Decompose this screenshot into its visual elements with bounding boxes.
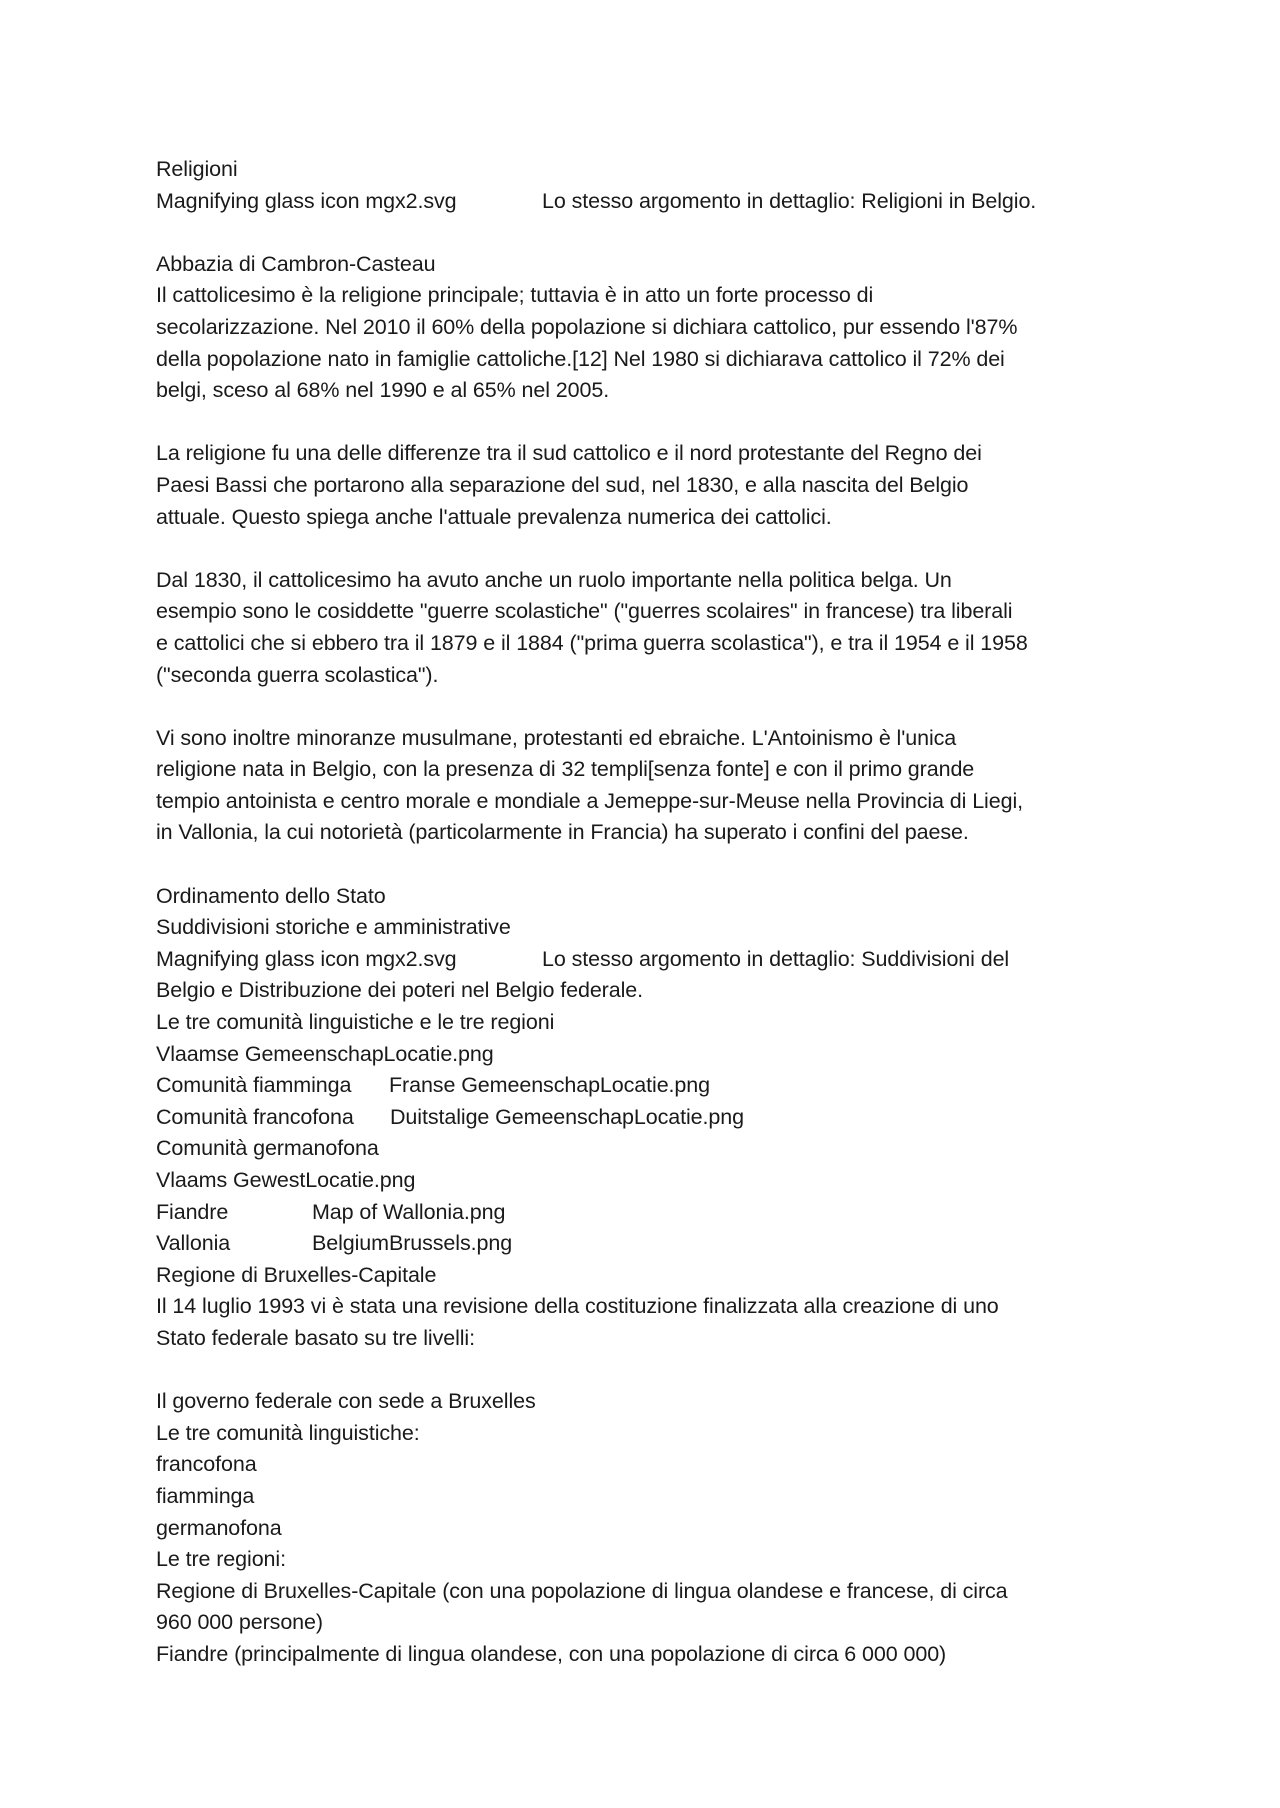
spacer	[156, 849, 1146, 881]
detail-reference-suddivisioni	[156, 944, 1146, 976]
detail-reference-religioni	[156, 186, 1146, 218]
image-caption: Abbazia di Cambron-Casteau	[156, 251, 436, 276]
reference-image-filename: Magnifying glass icon mgx2.svg	[156, 188, 457, 213]
table-cell: Franse GemeenschapLocatie.png	[389, 1073, 710, 1098]
subsection-heading: Suddivisioni storiche e amministrative	[156, 915, 511, 940]
text-line: Paesi Bassi che portarono alla separazione del sud, nel 1830, e alla nascita del Belgio	[156, 472, 969, 497]
table-cell: BelgiumBrussels.png	[312, 1231, 513, 1256]
text-line: della popolazione nato in famiglie cattoliche.[12] Nel 1980 si dichiarava cattolico il 72% dei	[156, 346, 1005, 371]
list-item: Il governo federale con sede a Bruxelles	[156, 1389, 536, 1414]
text-line: La religione fu una delle differenze tra il sud cattolico e il nord protestante del Regno dei	[156, 441, 982, 466]
table-row	[156, 1228, 1146, 1260]
list-item: Regione di Bruxelles-Capitale (con una popolazione di lingua olandese e francese, di circa	[156, 1578, 1008, 1603]
paragraph-minoranze	[156, 723, 1146, 849]
table-cell: Comunità fiamminga	[156, 1073, 352, 1098]
text-line: Il cattolicesimo è la religione principale; tuttavia è in atto un forte processo di	[156, 283, 874, 308]
list-item-continued: 960 000 persone)	[156, 1610, 323, 1635]
list-item: francofona	[156, 1452, 257, 1477]
table-row	[156, 1260, 1146, 1292]
table-row	[156, 1197, 1146, 1229]
spacer	[156, 691, 1146, 723]
spacer	[156, 217, 1146, 249]
list-item: fiamminga	[156, 1483, 255, 1508]
table-cell: Fiandre	[156, 1199, 229, 1224]
table-cell: Vlaams GewestLocatie.png	[156, 1168, 416, 1192]
text-line: tempio antoinista e centro morale e mondiale a Jemeppe-sur-Meuse nella Provincia di Liegi,	[156, 788, 1023, 813]
text-line: secolarizzazione. Nel 2010 il 60% della popolazione si dichiara cattolico, pur essendo l'87%	[156, 314, 1018, 339]
text-line: in Vallonia, la cui notorietà (particolarmente in Francia) ha superato i confini del paese.	[156, 820, 969, 845]
table-row	[156, 1165, 1146, 1197]
table-cell: Duitstalige GemeenschapLocatie.png	[390, 1104, 744, 1129]
table-title: Le tre comunità linguistiche e le tre regioni	[156, 1010, 555, 1035]
list-item: Le tre comunità linguistiche:	[156, 1420, 420, 1445]
text-line: religione nata in Belgio, con la presenza di 32 templi[senza fonte] e con il primo grande	[156, 757, 975, 782]
table-cell: Comunità germanofona	[156, 1136, 379, 1161]
table-cell: Map of Wallonia.png	[312, 1199, 506, 1224]
list-item: Fiandre (principalmente di lingua olandese, con una popolazione di circa 6 000 000)	[156, 1641, 947, 1666]
text-line: Il 14 luglio 1993 vi è stata una revisione della costituzione finalizzata alla creazione di uno	[156, 1294, 999, 1319]
spacer	[156, 1355, 1146, 1387]
text-line: e cattolici che si ebbero tra il 1879 e il 1884 ("prima guerra scolastica"), e tra il 1954 e il 1958	[156, 630, 1028, 655]
section-heading-ordinamento: Ordinamento dello Stato	[156, 883, 386, 908]
text-line: ("seconda guerra scolastica").	[156, 662, 439, 687]
table-row	[156, 1102, 1146, 1134]
paragraph-separazione	[156, 438, 1146, 533]
spacer	[156, 407, 1146, 439]
section-heading-religioni: Religioni	[156, 157, 238, 181]
table-cell: Comunità francofona	[156, 1104, 354, 1129]
text-line: Stato federale basato su tre livelli:	[156, 1325, 475, 1350]
table-row	[156, 1133, 1146, 1165]
table-cell: Regione di Bruxelles-Capitale	[156, 1262, 437, 1287]
text-line: Dal 1830, il cattolicesimo ha avuto anche un ruolo importante nella politica belga. Un	[156, 567, 952, 592]
spacer	[156, 533, 1146, 565]
text-line: Vi sono inoltre minoranze musulmane, protestanti ed ebraiche. L'Antoinismo è l'unica	[156, 725, 957, 750]
document-body	[156, 154, 1146, 1671]
text-line: esempio sono le cosiddette "guerre scolastiche" ("guerres scolaires" in francese) tra liberali	[156, 599, 1013, 624]
paragraph-cattolicesimo	[156, 280, 1146, 406]
table-cell: Vlaamse GemeenschapLocatie.png	[156, 1041, 494, 1066]
paragraph-guerre-scolastiche	[156, 565, 1146, 691]
list-item: Le tre regioni:	[156, 1547, 286, 1572]
table-row	[156, 1070, 1146, 1102]
table-cell: Vallonia	[156, 1231, 231, 1256]
reference-text-continued: Belgio e Distribuzione dei poteri nel Belgio federale.	[156, 978, 644, 1003]
list-item: germanofona	[156, 1515, 282, 1540]
reference-text: Lo stesso argomento in dettaglio: Suddivisioni del	[542, 946, 1010, 971]
text-line: belgi, sceso al 68% nel 1990 e al 65% nel 2005.	[156, 378, 610, 403]
table-row	[156, 1039, 1146, 1071]
reference-image-filename: Magnifying glass icon mgx2.svg	[156, 946, 457, 971]
text-line: attuale. Questo spiega anche l'attuale prevalenza numerica dei cattolici.	[156, 504, 832, 529]
reference-text: Lo stesso argomento in dettaglio: Religioni in Belgio.	[542, 188, 1037, 213]
